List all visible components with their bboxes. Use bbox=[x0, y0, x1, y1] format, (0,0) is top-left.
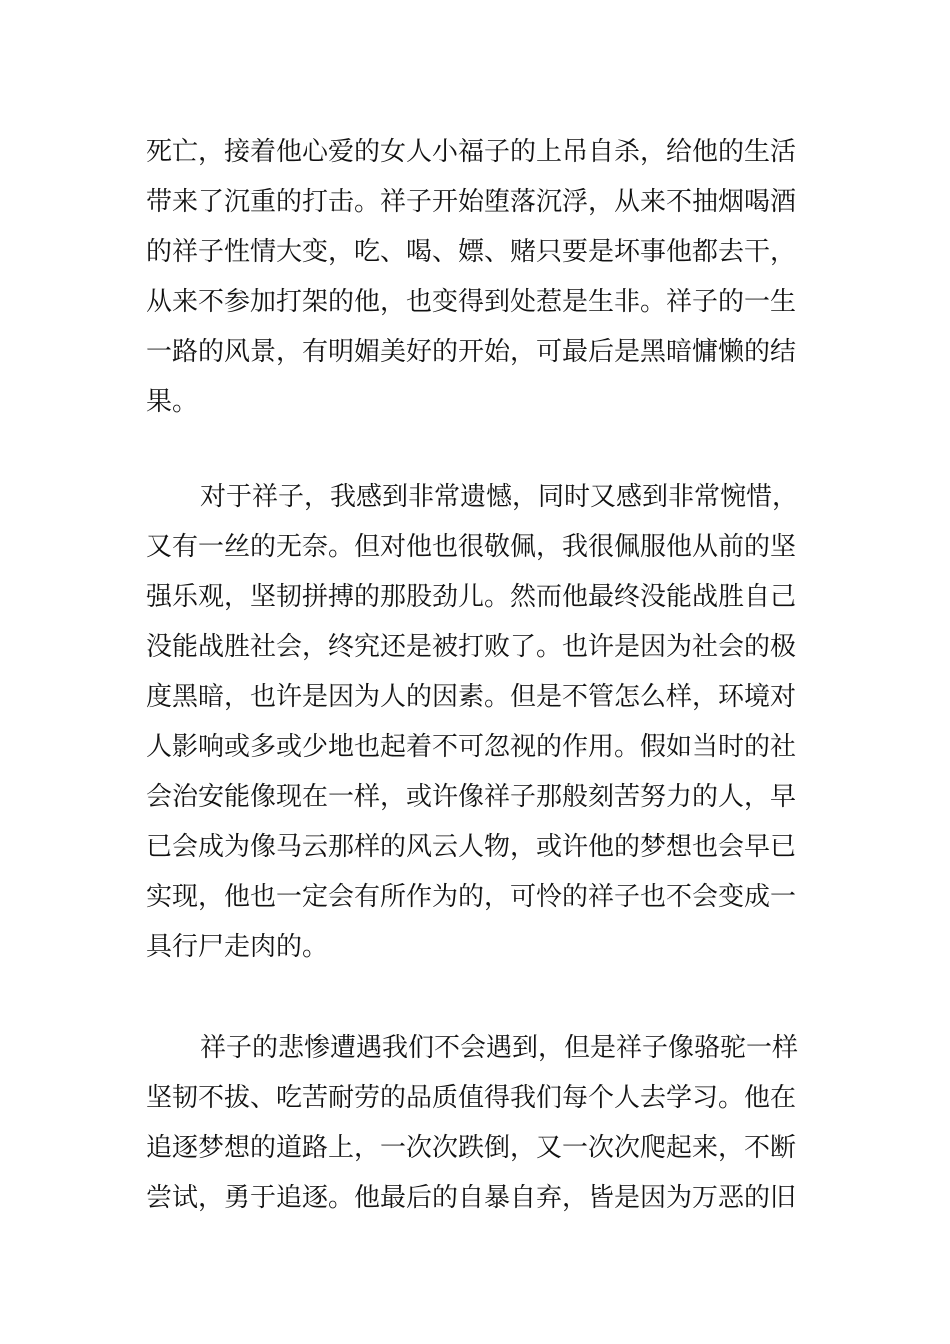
text-line: 一路的风景，有明媚美好的开始，可最后是黑暗慵懒的结 bbox=[146, 337, 797, 367]
text-line: 追逐梦想的道路上，一次次跌倒，又一次次爬起来，不断 bbox=[146, 1133, 797, 1163]
paragraph-1 bbox=[146, 127, 796, 427]
text-line: 会治安能像现在一样，或许像祥子那般刻苦努力的人，早 bbox=[146, 782, 797, 812]
text-line: 对于祥子，我感到非常遗憾，同时又感到非常惋惜， bbox=[200, 482, 799, 512]
text-line: 坚韧不拔、吃苦耐劳的品质值得我们每个人去学习。他在 bbox=[146, 1083, 797, 1113]
paragraph-3 bbox=[146, 1023, 798, 1223]
text-line: 祥子的悲惨遭遇我们不会遇到，但是祥子像骆驼一样 bbox=[200, 1033, 799, 1063]
text-line: 实现，他也一定会有所作为的，可怜的祥子也不会变成一 bbox=[146, 882, 797, 912]
text-line: 已会成为像马云那样的风云人物，或许他的梦想也会早已 bbox=[146, 832, 797, 862]
text-line: 尝试，勇于追逐。他最后的自暴自弃，皆是因为万恶的旧 bbox=[146, 1183, 797, 1213]
text-line: 从来不参加打架的他，也变得到处惹是生非。祥子的一生 bbox=[146, 287, 797, 317]
text-line: 死亡，接着他心爱的女人小福子的上吊自杀，给他的生活 bbox=[146, 137, 797, 167]
text-line: 带来了沉重的打击。祥子开始堕落沉浮，从来不抽烟喝酒 bbox=[146, 187, 797, 217]
text-line: 果。 bbox=[146, 387, 199, 417]
text-line: 强乐观，坚韧拼搏的那股劲儿。然而他最终没能战胜自己 bbox=[146, 582, 797, 612]
text-line: 又有一丝的无奈。但对他也很敬佩，我很佩服他从前的坚 bbox=[146, 532, 797, 562]
text-line: 的祥子性情大变，吃、喝、嫖、赌只要是坏事他都去干， bbox=[146, 237, 797, 267]
text-line: 没能战胜社会，终究还是被打败了。也许是因为社会的极 bbox=[146, 632, 797, 662]
text-line: 人影响或多或少地也起着不可忽视的作用。假如当时的社 bbox=[146, 732, 797, 762]
text-line: 具行尸走肉的。 bbox=[146, 932, 329, 962]
paragraph-2 bbox=[146, 472, 798, 972]
text-line: 度黑暗，也许是因为人的因素。但是不管怎么样，环境对 bbox=[146, 682, 797, 712]
